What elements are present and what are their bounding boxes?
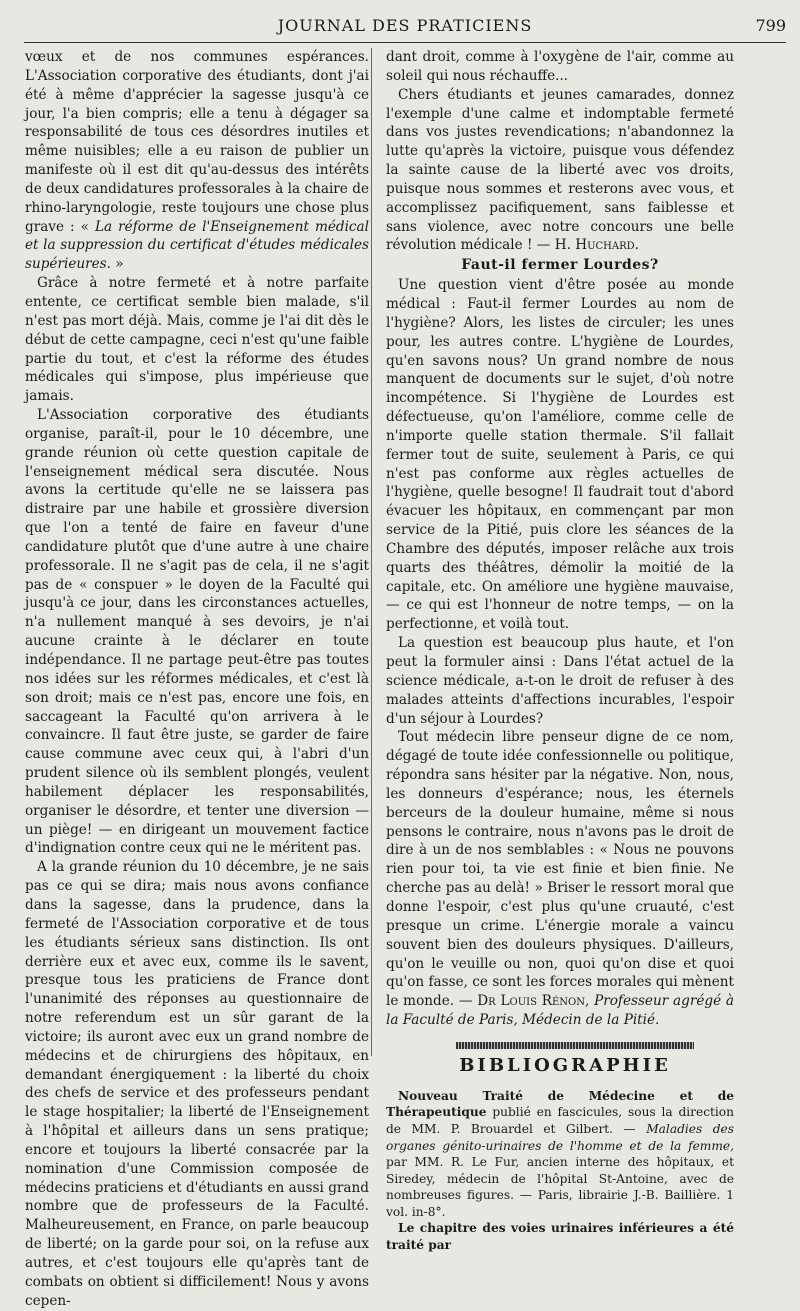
bibliography-heading: BIBLIOGRAPHIE	[459, 1054, 671, 1076]
journal-title: JOURNAL DES PRATICIENS	[277, 16, 533, 35]
left-column	[25, 48, 369, 1311]
signature: — H. Huchard.	[536, 237, 639, 254]
text-run: publié en fascicules, sous la direction de MM. P. Brouardel et Gilbert. —	[386, 1105, 734, 1136]
ornamental-rule	[456, 1042, 694, 1049]
paragraph	[386, 728, 734, 1030]
book-title: Nouveau Traité de Médecine et de Thérapeutique	[386, 1088, 734, 1120]
bibliography-entry	[386, 1088, 734, 1221]
text-run: par MM. R. Le Fur, ancien interne des hôpitaux, et Siredey, médecin de l'hôpital St-Antoine, avec de nombreuses figures. — Paris, librairie J.-B. Baillière. 1 vol. in-8°.	[386, 1155, 734, 1219]
text-run: Tout médecin libre penseur digne de ce nom, dégagé de toute idée confessionnelle ou politique, répondra sans hésiter par la négative. Non, nous, les donneurs d'espérance; nous, les éternels berceurs de la douleur humaine, même si nous pensons le contraire, nous n'avons pas le droit de dire à un de nos semblables : « Nous ne pouvons rien pour toi, ta vie est finie et bien finie. Ne cherche pas au delà! » Briser le ressort moral que donne l'espoir, c'est plus qu'une cruauté, c'est presque un crime. L'énergie morale a vaincu souvent bien des douleurs physiques. D'ailleurs, qu'on le veuille ou non, quoi qu'on dise et quoi qu'on fasse, ce sont les forces morales qui mènent le monde. —	[386, 729, 734, 1010]
section-heading: Faut-il fermer Lourdes?	[461, 257, 659, 274]
paragraph: dant droit, comme à l'oxygène de l'air, comme au soleil qui nous réchauffe...	[386, 49, 734, 84]
column-divider	[371, 48, 372, 1056]
signature: Dr Louis Rénon,	[477, 993, 590, 1010]
text-run: vœux et de nos communes espérances. L'Association corporative des étudiants, dont j'ai été à même d'apprécier la sagesse jusqu'à ce jour, l'a bien compris; elle a tenu à dégager sa responsabilité de tous ces désordres inutiles et même nuisibles; elle a eu raison de publier un manifeste où il est dit qu'au-dessus des intérêts de deux candidatures professorales à la chaire de rhino-laryngologie, reste toujours une chose plus grave : «	[25, 49, 369, 235]
bibliography-body	[386, 1088, 734, 1254]
right-column	[386, 48, 734, 1254]
volume-title: Maladies des organes génito-urinaires de l'homme et de la femme,	[386, 1121, 735, 1153]
bibliography-entry: Le chapitre des voies urinaires inférieures a été traité par	[386, 1221, 734, 1253]
paragraph: Grâce à notre fermeté et à notre parfaite entente, ce certificat semble bien malade, s'il n'est pas mort déjà. Mais, comme je l'ai dit dès le début de cette campagne, ceci n'est qu'une faible partie du tout, et c'est la réforme des études médicales qui s'impose, plus impérieuse que jamais.	[25, 275, 369, 405]
paragraph: L'Association corporative des étudiants organise, paraît-il, pour le 10 décembre, une grande réunion où cette question capitale de l'enseignement médical sera discutée. Nous avons la certitude qu'elle ne se laissera pas distraire par une habile et grossière diversion que l'on a tenté de faire en faveur d'une candidature plutôt que d'une autre à une chaire professorale. Il ne s'agit pas de cela, il ne s'agit pas de « conspuer » le doyen de la Faculté qui jusqu'à ce jour, dans les circonstances actuelles, n'a nullement manqué à ses devoirs, je n'ai aucune crainte à le déclarer en toute indépendance. Il ne partage peut-être pas toutes nos idées sur les réformes médicales, et c'est là son droit; mais ce n'est pas, encore une fois, en saccageant la Faculté qu'on arrivera à le convaincre. Il faut être juste, se garder de faire cause commune avec ceux qui, à l'abri d'un prudent silence où ils semblent plongés, veulent habilement déplacer les responsabilités, organiser le désordre, et tenter une diversion — un piège! — en dirigeant un mouvement factice d'indignation contre ceux qui ne le méritent pas.	[25, 407, 369, 857]
paragraph: Une question vient d'être posée au monde médical : Faut-il fermer Lourdes au nom de l'hygiène? Alors, les listes de circuler; les unes pour, les autres contre. L'hygiène de Lourdes, qu'en savons nous? Un grand nombre de nous manquent de documents sur le sujet, d'où notre incompétence. Si l'hygiène de Lourdes est défectueuse, qu'on l'améliore, comme celle de n'importe quelle station thermale. S'il fallait fermer tout de suite, seulement à Paris, ce qui n'est pas conforme aux règles actuelles de l'hygiène, quelle besogne! Il faudrait tout d'abord évacuer les hôpitaux, en commençant par mon service de la Pitié, puis clore les séances de la Chambre des députés, imposer relâche aux trois quarts des théâtres, démolir la moitié de la capitale, etc. On améliore une hygiène mauvaise, — ce qui est l'honneur de notre temps, — on la perfectionne, et voilà tout.	[386, 277, 734, 633]
paragraph: La question est beaucoup plus haute, et l'on peut la formuler ainsi : Dans l'état actuel de la science médicale, a-t-on le droit de refuser à des malades atteints d'affections incurables, l'espoir d'un séjour à Lourdes?	[386, 635, 734, 727]
paragraph	[386, 86, 734, 256]
page-number: 799	[755, 16, 786, 35]
text-run: Chers étudiants et jeunes camarades, donnez l'exemple d'une calme et indomptable fermeté dans vos justes revendications; n'abandonnez la lutte qu'après la victoire, puisque vous défendez la sainte cause de la liberté avec vos droits, puisque nous sommes et resterons avec vous, et accomplissez pacifiquement, sans faiblesse et sans violence, avec notre concours une belle révolution médicale !	[386, 86, 734, 254]
italic-quote: La réforme de l'Enseignement médical et la suppression du certificat d'études médicales supérieures.	[25, 218, 369, 273]
text-run: »	[110, 256, 124, 273]
paragraph: A la grande réunion du 10 décembre, je ne sais pas ce qui se dira; mais nous avons confiance dans la sagesse, dans la prudence, dans la fermeté de l'Association corporative et de tous les étudiants sérieux sans distinction. Ils ont derrière eux et avec eux, comme ils le savent, presque tous les praticiens de France dont l'unanimité des réponses au questionnaire de notre referendum est un sûr garant de la victoire; ils auront avec eux un grand nombre de médecins et de chirurgiens des hôpitaux, en demandant énergiquement : la liberté du choix des chefs de service et des professeurs pendant le stage hospitalier; la liberté de l'Enseignement à l'hôpital et ailleurs dans un sens pratique; encore et toujours la liberté consacrée par la nomination d'une Commission composée de médecins praticiens et d'étudiants en aussi grand nombre que de professeurs de la Faculté. Malheureusement, en France, on parle beaucoup de liberté; on la garde pour soi, on la refuse aux autres, et c'est toujours elle qu'après tant de combats on obtient si difficilement! Nous y avons cepen-	[25, 859, 369, 1309]
signature-title: Professeur agrégé à la Faculté de Paris, Médecin de la Pitié.	[386, 993, 735, 1029]
paragraph	[25, 48, 369, 274]
running-header	[24, 14, 786, 43]
